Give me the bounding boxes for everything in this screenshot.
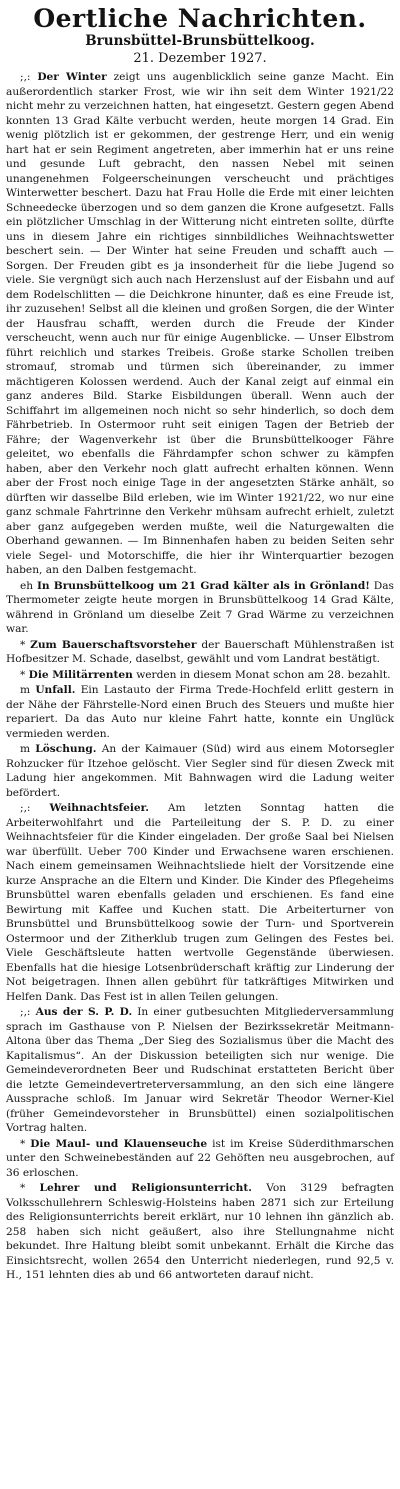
article-body: An der Kaimauer (Süd) wird aus einem Motorsegler Rohzucker für Itzehoe gelöscht. Vier Segler sind für diesen Zweck mit Ladung hier angekommen. Mit Bahnwagen wird die Ladung weiter befördert. <box>6 743 395 799</box>
article-lead: Die Maul- und Klauenseuche <box>30 1137 208 1150</box>
news-article <box>6 1005 394 1136</box>
article-lead: Der Winter <box>37 71 107 83</box>
article-body: zeigt uns augenblicklich seine ganze Macht. Ein außerordentlich starker Frost, wie wir ihn seit dem Winter 1921/22 nicht mehr zu verzeichnen hatten, hat eingesetzt. Gestern gegen Abend konnten 13 Grad Kälte verbucht werden, heute morgen 14 Grad. Ein wenig plötzlich ist er gekommen, der gestrenge Herr, und ein wenig hart hat er sein Regiment angetreten, aber immerhin hat er uns reine und gesunde Luft gebracht, den nassen Nebel mit seinen unangenehmen Folgeerscheinungen verscheucht und prächtiges Winterwetter beschert. Dazu hat Frau Holle die Erde mit einer leichten Schneedecke überzogen und so dem ganzen die Krone aufgesetzt. Falls ein plötzlicher Umschlag in der Witterung nicht eintreten sollte, dürfte uns in diesem Jahre ein richtiges sinnbildliches Weihnachtswetter beschert sein. — Der Winter hat seine Freuden und schafft auch — Sorgen. Der Freuden gibt es ja insonderheit für die liebe Jugend so viele. Sie vergnügt sich auch nach Herzenslust auf der Eisbahn und auf dem Rodelschlitten — die Deichkrone hinunter, daß es eine Freude ist, ihr zuzusehen! Selbst all die kleinen und großen Sorgen, die der Winter der Hausfrau schafft, werden durch die Freude der Kinder verscheucht, wenn auch nur für einige Augenblicke. — Unser Elbstrom führt reichlich und starkes Treibeis. Große starke Schollen treiben stromauf, stromab und türmen sich übereinander, zu immer mächtigeren Kolossen werdend. Auch der Kanal zeigt auf einmal ein ganz anderes Bild. Starke Eisbildungen überall. Wenn auch der Schiffahrt im allgemeinen noch nicht so sehr hinderlich, so doch dem Fährbetrieb. In Ostermoor ruht seit einigen Tagen der Betrieb der Fähre; der Wagenverkehr ist über die Brunsbüttelkooger Fähre geleitet, wo ebenfalls die Fährdampfer schon schwer zu kämpfen haben, aber den Verkehr noch glatt aufrecht erhalten können. Wenn aber der Frost noch einige Tage in der angesetzten Stärke anhält, so dürften wir dasselbe Bild erleben, wie im Winter 1921/22, wo nur eine ganz schmale Fahrtrinne den Verkehr mühsam aufrecht erhielt, zuletzt aber ganz aufgegeben werden mußte, weil die Naturgewalten die Oberhand gewannen. — Im Binnenhafen haben zu beiden Seiten sehr viele Segel- und Motorschiffe, die hier ihr Winterquartier bezogen haben, an den Dalben festgemacht. <box>6 71 394 576</box>
article-marker: * <box>20 1137 26 1150</box>
news-article <box>6 742 394 800</box>
article-lead: Die Militärrenten <box>28 668 133 681</box>
article-lead: Unfall. <box>35 684 76 696</box>
article-lead: Lehrer und Religionsunterricht. <box>39 1182 252 1194</box>
article-lead: Weihnachtsfeier. <box>49 802 149 814</box>
article-body: werden in diesem Monat schon am 28. bezahlt. <box>136 668 391 681</box>
section-title: Oertliche Nachrichten. <box>33 4 367 33</box>
article-lead: In Brunsbüttelkoog um 21 Grad kälter als in Grönland! <box>36 579 370 592</box>
article-body: Das Thermometer zeigte heute morgen in Brunsbüttelkoog 14 Grad Kälte, während in Grönland um dieselbe Zeit 7 Grad Wärme zu verzeichnen war. <box>6 579 394 635</box>
news-article <box>6 579 394 637</box>
article-marker: ;,: <box>20 1006 31 1018</box>
masthead <box>6 4 394 67</box>
article-marker: ;,: <box>20 802 31 814</box>
news-article <box>6 638 394 667</box>
article-marker: eh <box>20 579 34 592</box>
news-article <box>6 668 394 683</box>
article-body: Ein Lastauto der Firma Trede-Hochfeld erlitt gestern in der Nähe der Fährstelle-Nord einen Bruch des Steuers und mußte hier repariert. Da das Auto nur kleine Fahrt hatte, konnte ein Unglück vermieden werden. <box>6 684 394 740</box>
dateline: 21. Dezember 1927. <box>133 51 267 66</box>
article-marker: * <box>20 638 26 651</box>
article-list <box>6 70 394 1283</box>
article-lead: Löschung. <box>35 743 97 755</box>
article-body: der Bauerschaft Mühlenstraßen ist Hofbesitzer M. Schade, daselbst, gewählt und vom Landrat bestätigt. <box>6 638 395 665</box>
article-marker: ;,: <box>20 71 31 83</box>
news-article <box>6 1181 394 1283</box>
news-article <box>6 801 394 1004</box>
article-body: Von 3129 befragten Volksschullehrern Schleswig-Holsteins haben 2871 sich zur Erteilung des Religionsunterrichts bereit erklärt, nur 10 lehnen ihn gänzlich ab. 258 haben sich nicht geäußert, also ihre Stellungnahme nicht bekundet. Ihre Haltung bleibt somit unbekannt. Erhält die Kirche das Einsichtsrecht, wollen 2654 den Unterricht niederlegen, rund 92,5 v. H., 151 lehnten dies ab und 66 antworteten darauf nicht. <box>6 1182 394 1281</box>
article-lead: Aus der S. P. D. <box>35 1006 133 1018</box>
news-article <box>6 70 394 578</box>
article-body: ist im Kreise Süderdithmarschen unter den Schweinebeständen auf 22 Gehöften neu ausgebrochen, auf 36 erloschen. <box>6 1137 394 1179</box>
article-body: Am letzten Sonntag hatten die Arbeiterwohlfahrt und die Parteileitung der S. P. D. zu einer Weihnachtsfeier für die Kinder eingeladen. Der große Saal bei Nielsen war überfüllt. Ueber 700 Kinder und Erwachsene waren erschienen. Nach einem gemeinsamen Weihnachtsliede hielt der Vorsitzende eine kurze Ansprache an die Eltern und Kinder. Die Kinder des Pflegeheims Brunsbüttel waren ebenfalls geladen und erschienen. Es fand eine Bewirtung mit Kaffee und Kuchen statt. Die Arbeiterturner von Brunsbüttel und Brunsbüttelkoog sowie der Turn- und Sportverein Ostermoor und der Zitherklub trugen zum Gelingen des Festes bei. Viele Geschäftsleute hatten wertvolle Gegenstände überwiesen. Ebenfalls hat die hiesige Lotsenbrüderschaft kräftig zur Linderung der Not beigetragen. Ihnen allen gebührt für tatkräftiges Mitwirken und Helfen Dank. Das Fest ist in allen Teilen gelungen. <box>6 802 394 1003</box>
article-marker: * <box>20 1182 26 1194</box>
news-article <box>6 683 394 741</box>
article-marker: m <box>20 743 31 755</box>
article-lead: Zum Bauerschaftsvorsteher <box>30 638 197 651</box>
location-heading: Brunsbüttel-Brunsbüttelkoog. <box>85 33 315 49</box>
article-marker: m <box>20 684 31 696</box>
news-article <box>6 1137 394 1181</box>
article-body: In einer gutbesuchten Mitgliederversammlung sprach im Gasthause von P. Nielsen der Bezirkssekretär Meitmann-Altona über das Thema „Der Sieg des Sozialismus über die Macht des Kapitalismus“. An der Diskussion beteiligten sich nur wenige. Die Gemeindeverordneten Beer und Rudschinat erstatteten Bericht über die letzte Gemeindevertreterversammlung, an den sich eine längere Aussprache schloß. Im Januar wird Sekretär Theodor Werner-Kiel (früher Gemeindevorsteher in Brunsbüttel) einen sozialpolitischen Vortrag halten. <box>6 1006 394 1134</box>
article-marker: * <box>20 668 26 681</box>
